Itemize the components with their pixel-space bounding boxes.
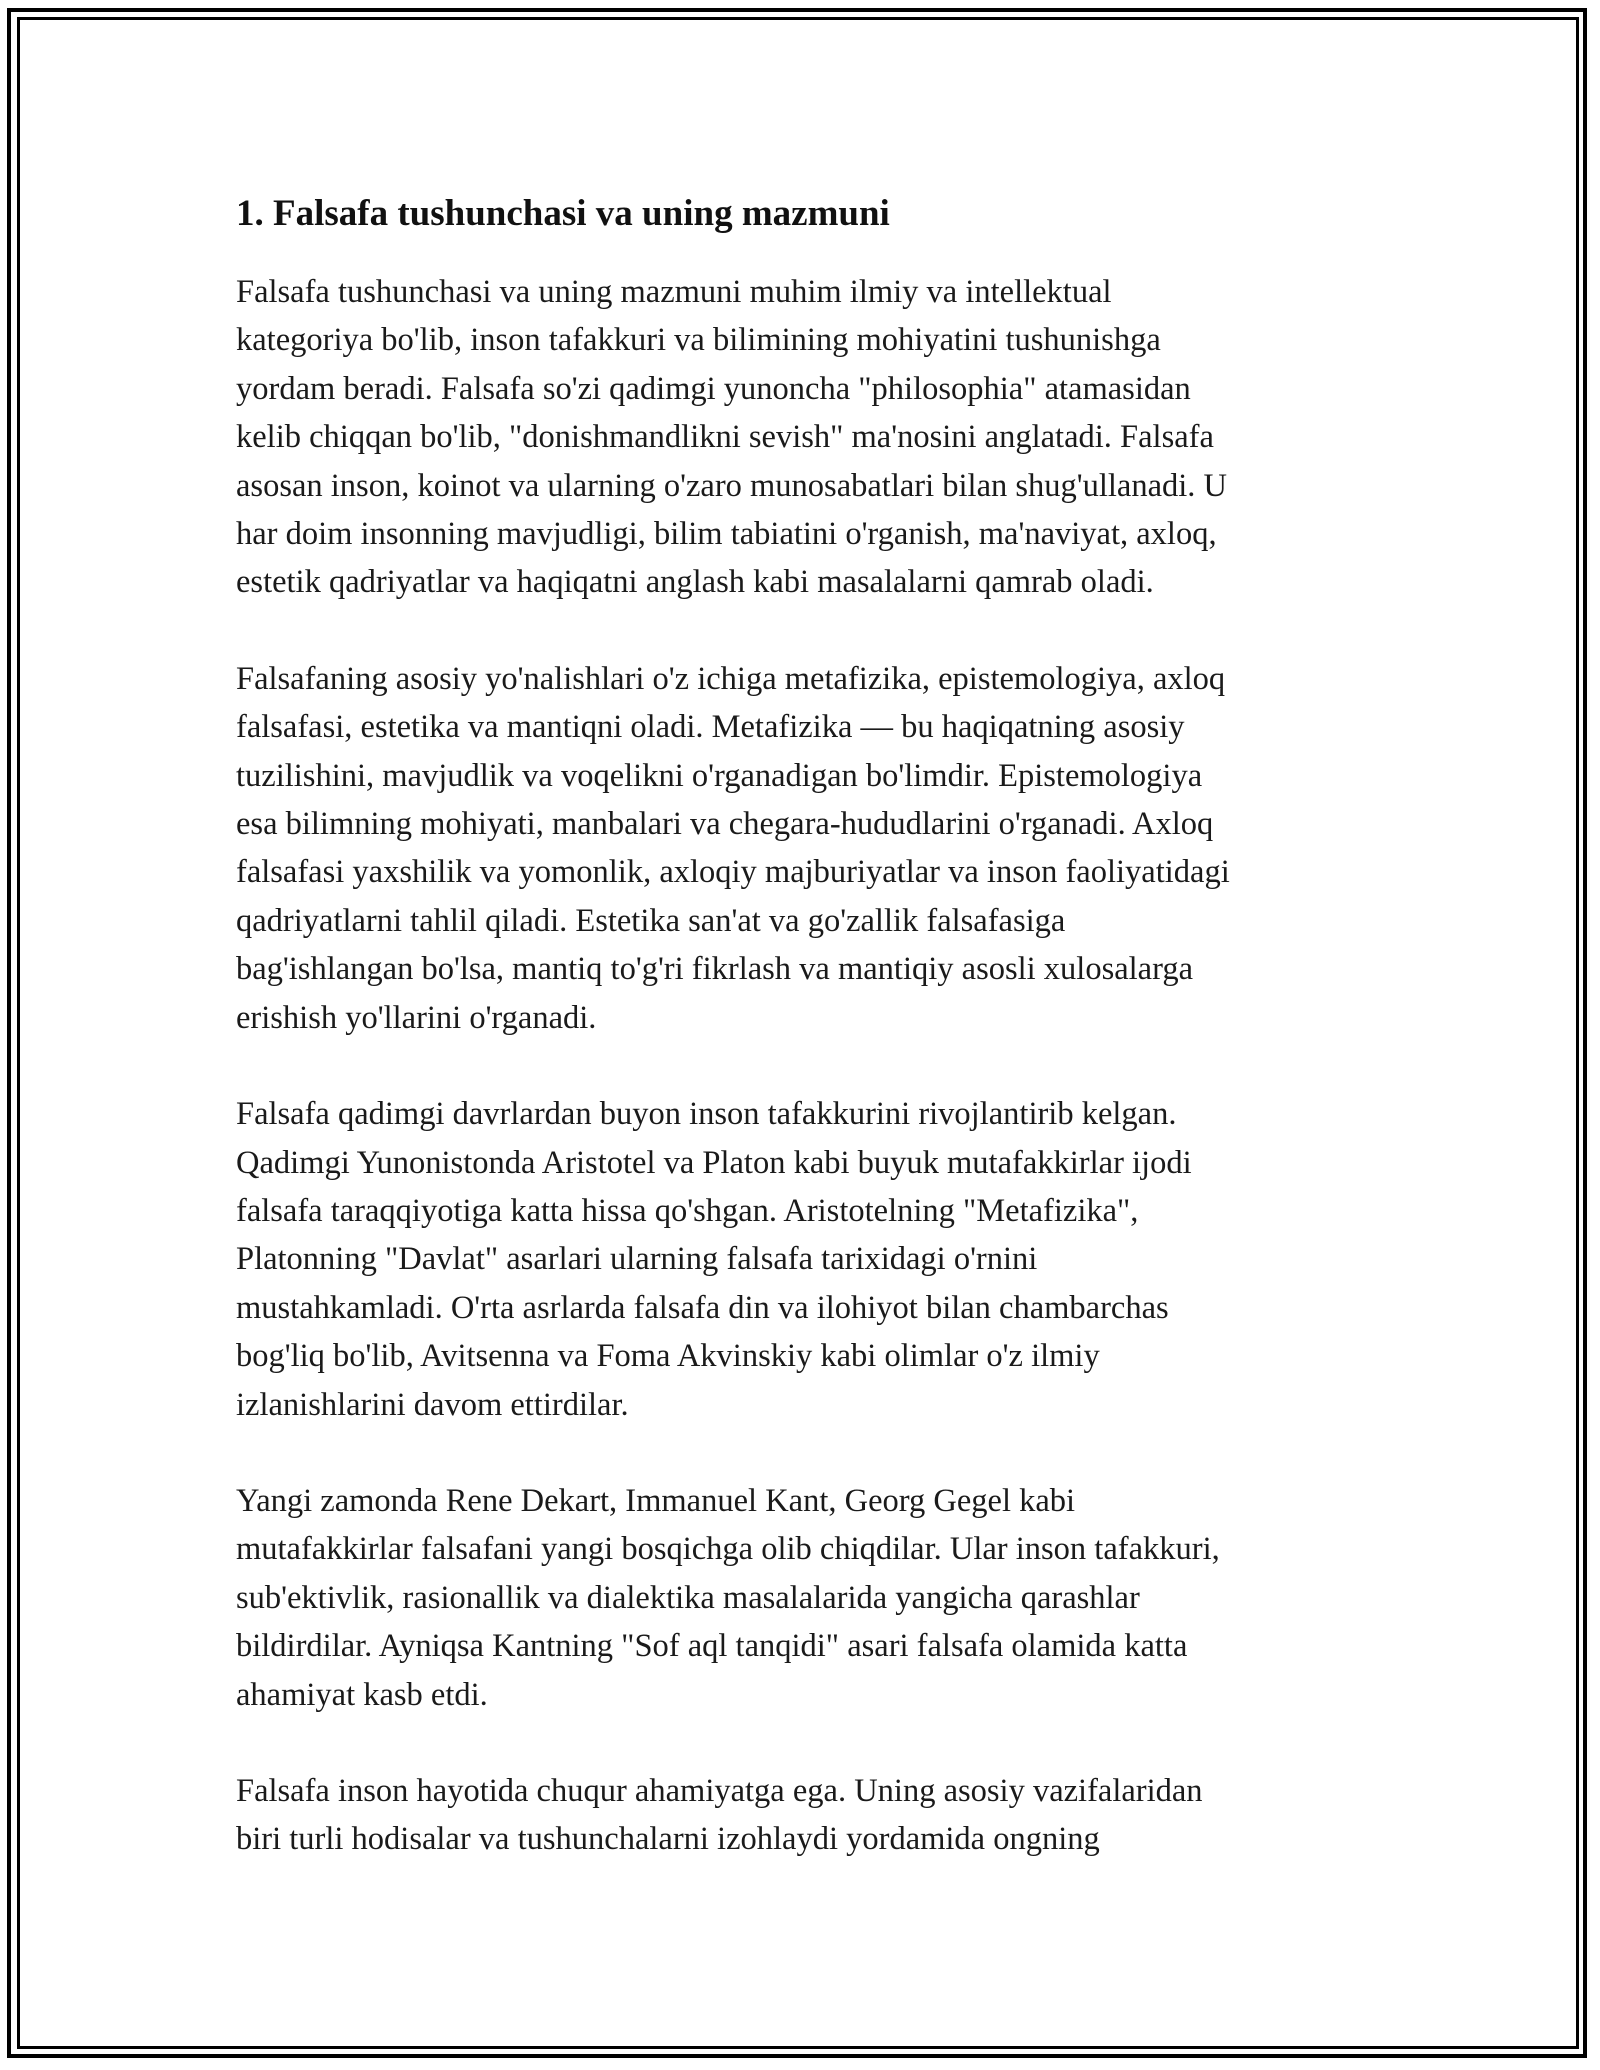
paragraph-5: Falsafa inson hayotida chuqur ahamiyatga ega. Uning asosiy vazifalaridan biri turli hodisalar va tushunchalarni izohlaydi yordamida ongning — [236, 1772, 1203, 1858]
paragraph-4: Yangi zamonda Rene Dekart, Immanuel Kant, Georg Gegel kabi mutafakkirlar falsafani yangi bosqichga olib chiqdilar. Ular inson tafakkuri, sub'ektivlik, rasionallik va dialektika masalalarida yangicha qarashlar bildirdilar. Ayniqsa Kantning "Sof aql tanqidi" asari falsafa olamida katta ahamiyat kasb etdi. — [236, 1482, 1220, 1713]
paragraph-2: Falsafaning asosiy yo'nalishlari o'z ichiga metafizika, epistemologiya, axloq falsafasi, estetika va mantiqni oladi. Metafizika — bu haqiqatning asosiy tuzilishini, mavjudlik va voqelikni o'rganadigan bo'limdir. Epistemologiya esa bilimning mohiyati, manbalari va chegara-hududlarini o'rganadi. Axloq falsafasi yaxshilik va yomonlik, axloqiy majburiyatlar va inson faoliyatidagi qadriyatlarni tahlil qiladi. Estetika san'at va go'zallik falsafasiga bag'ishlangan bo'lsa, mantiq to'g'ri fikrlash va mantiqiy asosli xulosalarga erishish yo'llarini o'rganadi. — [236, 660, 1230, 1036]
paragraph-1: Falsafa tushunchasi va uning mazmuni muhim ilmiy va intellektual kategoriya bo'lib, inson tafakkuri va bilimining mohiyatini tushunishga yordam beradi. Falsafa so'zi qadimgi yunoncha "philosophia" atamasidan kelib chiqqan bo'lib, "donishmandlikni sevish" ma'nosini anglatadi. Falsafa asosan inson, koinot va ularning o'zaro munosabatlari bilan shug'ullanadi. U har doim insonning mavjudligi, bilim tabiatini o'rganish, ma'naviyat, axloq, estetik qadriyatlar va haqiqatni anglash kabi masalalarni qamrab oladi. — [236, 274, 1228, 601]
section-heading: 1. Falsafa tushunchasi va uning mazmuni — [236, 193, 890, 234]
document-body — [236, 186, 1376, 1912]
paragraph-3: Falsafa qadimgi davrlardan buyon inson tafakkurini rivojlantirib kelgan. Qadimgi Yunonistonda Aristotel va Platon kabi buyuk mutafakkirlar ijodi falsafa taraqqiyotiga katta hissa qo'shgan. Aristotelning "Metafizika", Platonning "Davlat" asarlari ularning falsafa tarixidagi o'rnini mustahkamladi. O'rta asrlarda falsafa din va ilohiyot bilan chambarchas bog'liq bo'lib, Avitsenna va Foma Akvinskiy kabi olimlar o'z ilmiy izlanishlarini davom ettirdilar. — [236, 1096, 1192, 1423]
